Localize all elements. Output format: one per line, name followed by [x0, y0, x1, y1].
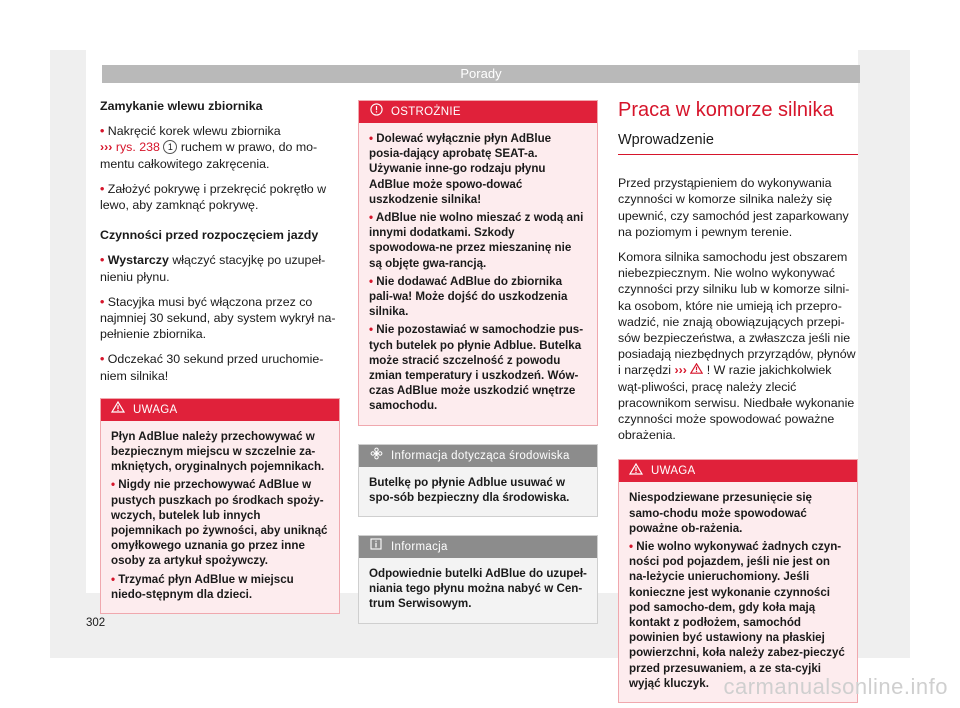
column-left [100, 98, 340, 614]
bullet-icon: • [111, 478, 116, 492]
column-right [618, 98, 858, 703]
bullet-icon: • [369, 274, 374, 288]
watermark: carmanualsonline.info [723, 674, 948, 699]
cross-reference-arrows: ››› [100, 140, 113, 155]
page-number: 302 [86, 617, 106, 629]
warning-box-body: Niespodziewane przesunięcie się samo-chodu może spowodować poważne ob-rażenia. • Nie wolno wykonywać żadnych czyn-ności pod pojazdem, jeśli nie jest on na-leżycie unieruchomiony. Jeśli konieczne jest wykonanie czynności pod samocho-dem, gdy koła mają kontakt z podłożem, samochód powinien być ustawiony na płaskiej powierzchni, koła należy zabez-pieczyć przed przesuwaniem, a ze sta-cyjki wyjąć kluczyk. [629, 491, 845, 690]
bullet-icon: • [111, 572, 116, 586]
caution-box-header: OSTROŻNIE [359, 101, 597, 123]
caution-box [358, 100, 598, 426]
running-header: Porady [102, 65, 860, 83]
bullet-icon: • [100, 124, 105, 139]
warning-triangle-icon [111, 401, 125, 418]
column-middle [358, 100, 598, 624]
information-box [358, 535, 598, 624]
info-note-icon [369, 538, 383, 555]
callout-number-icon: 1 [163, 140, 177, 154]
warning-box [100, 398, 340, 614]
warning-box [618, 459, 858, 703]
list-item: • Nakręcić korek wlewu zbiornika ››› rys. 238 1 ruchem w prawo, do mo-mentu całkowitego zakręcenia. [100, 124, 318, 171]
paragraph: Komora silnika samochodu jest obszarem niebezpiecznym. Nie wolno wykonywać czynności przy silniku lub w komorze silni-ka osobom, które nie umieją ich przepro-wadzić, nie znają obowiązujących przepi-sów bezpieczeństwa, a zwłaszcza jeśli nie posiadają niezbędnych przyrządów, płynów i narzędzi ››› ! W razie jakichkolwiek wąt-pliwości, pracę należy zlecić pracownikom serwisu. Niedbałe wykonanie czynności może spowodować poważne obrażenia. [618, 250, 856, 443]
bullet-icon: • [369, 211, 374, 225]
information-box-body: Odpowiednie butelki AdBlue do uzupeł-niania tego płynu można nabyć w Cen-trum Serwisowym. [369, 567, 587, 611]
warning-box-header: UWAGA [619, 460, 857, 482]
chapter-title: Praca w komorze silnika [618, 99, 834, 121]
list-item: • Stacyjka musi być włączona przez co najmniej 30 sekund, aby system wykrył na-pełnienie zbiornika. [100, 294, 336, 342]
section-heading: Zamykanie wlewu zbiornika [100, 99, 263, 113]
section-heading: Czynności przed rozpoczęciem jazdy [100, 228, 319, 243]
warning-triangle-icon [629, 463, 643, 480]
caution-box-body: • Dolewać wyłącznie płyn AdBlue posia-dający aprobatę SEAT-a. Używanie inne-go rodzaju płynu AdBlue może spowo-dować uszkodzenie silnika! • AdBlue nie wolno mieszać z wodą ani innymi dodatkami. Szkody spowodowa-ne przez mieszaninę nie są objęte gwa-rancją. • Nie dodawać AdBlue do zbiornika pali-wa! Może dojść do uszkodzenia silnika. • Nie pozostawiać w samochodzie pus-tych butelek po płynie Adblue. Butelka może stracić szczelność z powodu zmian temperatury i uszkodzeń. Wów-czas AdBlue może uszkodzić wnętrze samochodu. [369, 132, 584, 413]
list-item: • Wystarczy włączyć stacyjkę po uzupeł-nieniu płynu. [100, 253, 326, 284]
bullet-icon: • [100, 352, 105, 367]
section-title: Wprowadzenie [618, 132, 858, 155]
environment-info-body: Butelkę po płynie Adblue usuwać w spo-sób bezpieczny dla środowiska. [369, 475, 570, 504]
list-item: • Odczekać 30 sekund przed uruchomie-niem silnika! [100, 352, 324, 383]
warning-box-header: UWAGA [101, 399, 339, 421]
environment-info-box [358, 444, 598, 517]
paragraph: Przed przystąpieniem do wykonywania czynności w komorze silnika należy się upewnić, czy samochód jest zaparkowany na poziomym i pewnym terenie. [618, 176, 849, 239]
list-item: • Założyć pokrywę i przekręcić pokrętło w lewo, aby zamknąć pokrywę. [100, 181, 327, 213]
bullet-icon: • [369, 132, 374, 145]
bullet-icon: • [369, 323, 374, 337]
cross-reference-arrows[interactable]: ››› [674, 363, 687, 378]
information-box-header: Informacja [359, 536, 597, 558]
caution-circle-icon [369, 103, 383, 121]
warning-triangle-icon [690, 363, 703, 377]
environment-flower-icon [369, 447, 383, 465]
bullet-icon: • [100, 253, 105, 268]
bullet-icon: • [629, 540, 634, 554]
warning-box-body: Płyn AdBlue należy przechowywać w bezpiecznym miejscu w szczelnie za-mkniętych, oryginalnych pojemnikach. • Nigdy nie przechowywać AdBlue w pustych puszkach po środkach spoży-wczych, butelek lub innych pojemnikach po żywności, aby uniknąć omyłkowego uznania go przez inne osoby za artykuł spożywczy. • Trzymać płyn AdBlue w miejscu niedo-stępnym dla dzieci. [111, 429, 328, 601]
bullet-icon: • [100, 294, 105, 309]
bullet-icon: • [100, 181, 105, 196]
environment-info-header: Informacja dotycząca środowiska [359, 445, 597, 467]
figure-reference-link[interactable]: rys. 238 [115, 140, 160, 155]
